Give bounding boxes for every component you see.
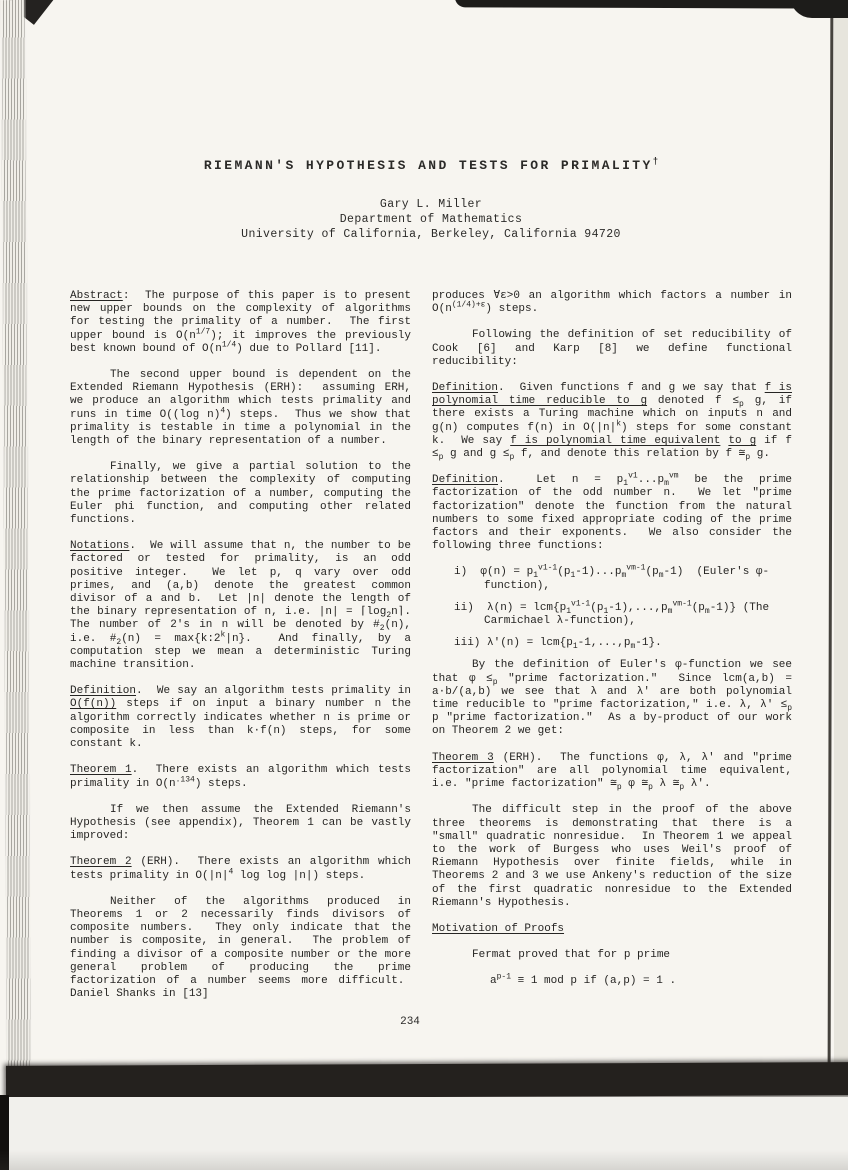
paragraph-definition-primality-test: Definition. We say an algorithm tests primality in O(f(n)) steps if on input a binary number n the algorithm correctly indicates whether n is prime or composite in less than k·f(n) steps, for some constant k.	[70, 685, 411, 751]
formula-fermat-little-theorem: $a^{p-1} \equiv 1$ mod p if (a,p) = 1 .	[490, 972, 677, 988]
paragraph-second-bound: The second upper bound is dependent on the Extended Riemann Hypothesis (ERH): assuming ERH, we produce an algorithm which tests primality and runs in time O((log n)$^4$) steps. Thus we show that primality is testable in time a polynomial in the length of the binary representation of a number.	[70, 369, 411, 448]
paragraph-assume-erh: If we then assume the Extended Riemann's Hypothesis (see appendix), Theorem 1 can be vastly improved:	[70, 803, 411, 843]
scan-binding-streaks	[0, 0, 33, 1068]
page-number: 234	[400, 1016, 420, 1028]
author-block	[30, 197, 832, 242]
author-name: Gary L. Miller	[379, 198, 483, 211]
paragraph-produces-factors: produces ∀ε>0 an algorithm which factors a number in $O(n^{(1/4)+\varepsilon})$ steps.	[432, 290, 792, 316]
author-department: Department of Mathematics	[339, 213, 523, 226]
paragraph-notations: Notations. We will assume that n, the number to be factored or tested for primality, is an odd positive integer. We let p, q vary over odd primes, and (a,b) denote the greatest common divisor of a and b. Let |n| denote the length of the binary representation of n, i.e. $|n| = ⌈\log_2n⌉$. The number of 2's in n will be denoted by $\#_2(n)$, i.e. $\#_2(n)$ = $\max\{k:2^k|n\}$. And finally, by a computation step we mean a deterministic Turing machine transition.	[70, 540, 411, 672]
list-item-carmichael-lambda: ii) $\lambda(n) = lcm\{p_1^{v1-1}(p_1-1),...,p_m^{vm-1}(p_m-1)\}$ (The Carmichael λ-function),	[454, 599, 770, 628]
paragraph-neither-algorithms: Neither of the algorithms produced in Theorems 1 or 2 necessarily finds divisors of composite numbers. They only indicate that the number is composite, in general. The problem of finding a divisor of a composite number or the more general problem of producing the prime factorization of a number seems more difficult. Daniel Shanks in [13]	[70, 895, 411, 1001]
paragraph-by-definition-euler: By the definition of Euler's φ-function we see that $\varphi \le_p$ "prime factorization." Since lcm(a,b) = a·b/(a,b) we see that λ and λ' are both polynomial time reducible to "prime factorization," i.e. λ, $\lambda' \le_p$ p "prime factorization." As a by-product of our work on Theorem 2 we get:	[432, 659, 792, 738]
paragraph-finally: Finally, we give a partial solution to the relationship between the complexity of computing the prime factorization of a number, computing the Euler phi function, and computing other related functions.	[70, 461, 411, 527]
paragraph-abstract: Abstract: The purpose of this paper is to present new upper bounds on the complexity of algorithms for testing the primality of a number. The first upper bound is $O(n^{1/7})$; it improves the previously best known bound of $O(n^{1/4})$ due to Pollard [11].	[70, 290, 411, 355]
right-column	[432, 290, 792, 1002]
paragraph-following-definition: Following the definition of set reducibility of Cook [6] and Karp [8] we define functional reducibility:	[432, 329, 792, 368]
author-university: University of California, Berkeley, California 94720	[241, 228, 621, 241]
list-item-euler-phi: i) $\varphi(n) = p_1^{v1-1}(p_1-1)...p_m^{vm-1}(p_m-1)$ (Euler's φ-function),	[454, 563, 770, 592]
paragraph-difficult-step: The difficult step in the proof of the above three theorems is demonstrating that there is a "small" quadratic nonresidue. In Theorem 1 we appeal to the work of Burgess who uses Weil's proof of Riemann Hypothesis over finite fields, while in Theorems 2 and 3 we use Ankeny's reduction of the size of the first quadratic nonresidue to the Extended Riemann's Hypothesis.	[432, 804, 792, 909]
paragraph-definition-prime-factorization: Definition. Let $n = p_1^{v1}...p_m^{vm}$ be the prime factorization of the odd number n. We let "prime factorization" denote the function from the natural numbers to some fixed appropriate coding of the prime factors and their exponents. We also consider the following three functions:	[432, 471, 792, 553]
paragraph-theorem-2: Theorem 2 (ERH). There exists an algorithm which tests primality in $O(|n|^4$ log log |n|) steps.	[70, 856, 411, 882]
list-item-lambda-prime: iii) $\lambda'(n) = lcm\{p_1-1,...,p_m-1\}$.	[454, 637, 662, 652]
left-column	[70, 290, 411, 1014]
scan-top-dark-band	[455, 0, 848, 9]
scan-bottom-dark-band	[6, 1062, 848, 1099]
paragraph-theorem-3: Theorem 3 (ERH). The functions φ, λ, λ' and "prime factorization" are all polynomial time equivalent, i.e. "prime factorization" $≅_p$ φ $≅_p$ λ $≅_p$ λ'.	[432, 751, 792, 793]
paragraph-definition-reducibility: Definition. Given functions f and g we say that f is polynomial time reducible to g denoted $f \le_p$ g, if there exists a Turing machine which on inputs n and g(n) computes f(n) in $O(|n|^k)$ steps for some constant k. We say f is polynomial time equivalent to g if $f \le_p$ g and $g \le_p$ f, and denote this relation by f $≅_p$ g.	[432, 382, 793, 463]
paper-title: RIEMANN'S HYPOTHESIS AND TESTS FOR PRIMALITY†	[203, 156, 659, 173]
paragraph-theorem-1: Theorem 1. There exists an algorithm which tests primality in $O(n^{.134})$ steps.	[70, 764, 411, 790]
scan-top-right-corner-shadow	[790, 0, 848, 18]
scan-right-margin-strip	[834, 0, 848, 1070]
paragraph-fermat: Fermat proved that for p prime	[472, 949, 671, 962]
scan-bottom-shade	[0, 1150, 848, 1170]
section-heading-motivation-of-proofs: Motivation of Proofs	[432, 922, 565, 935]
